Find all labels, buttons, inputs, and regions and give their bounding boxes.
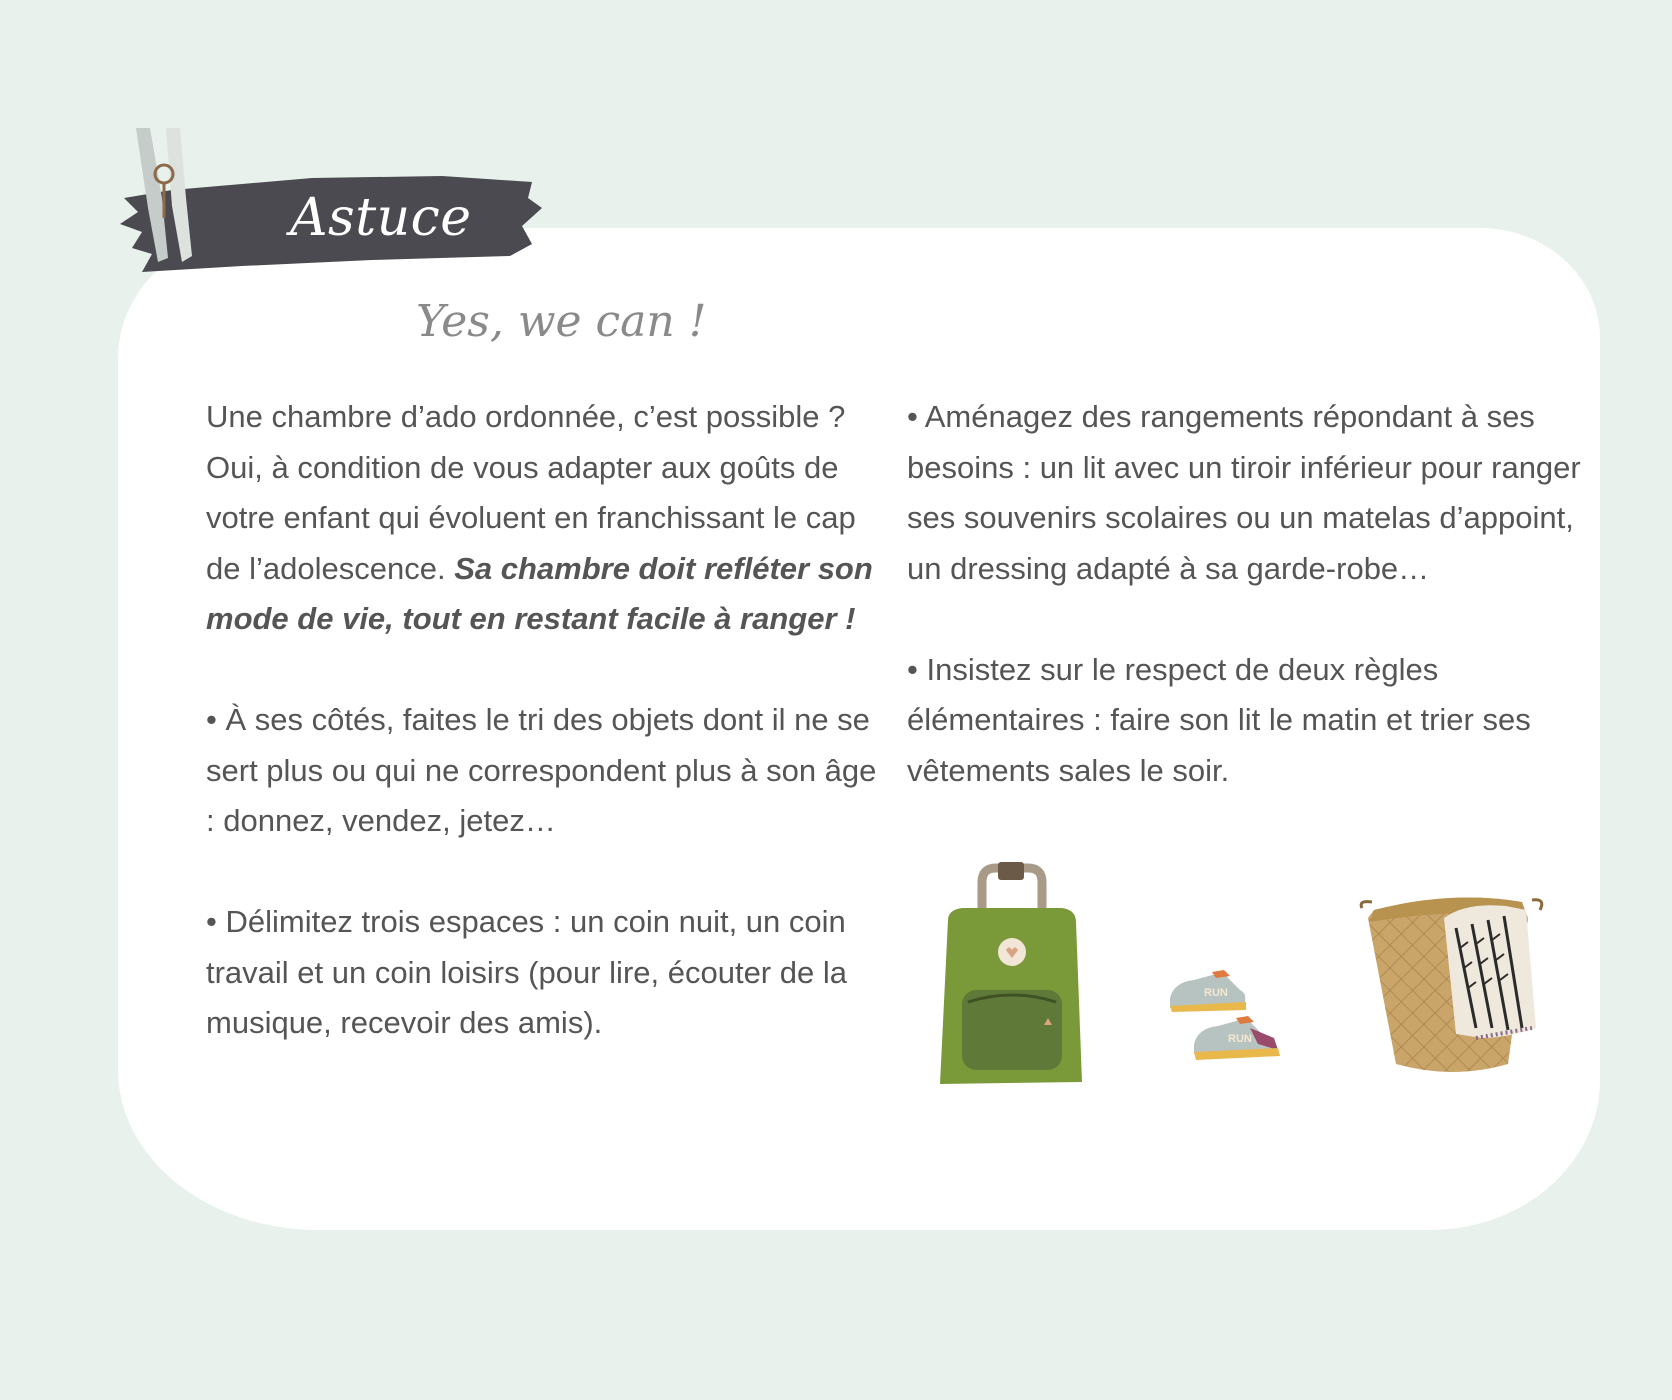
subtitle: Yes, we can ! — [416, 296, 707, 347]
backpack-icon — [932, 862, 1092, 1092]
banner-title: Astuce — [290, 188, 472, 248]
intro-emphasis: Sa chambre doit refléter son mode de vie, tout en restant facile à ranger ! — [206, 550, 873, 636]
bullet-sort-objects: • À ses côtés, faites le tri des objets dont il ne se sert plus ou qui ne correspondent plus à son âge : donnez, vendez, jetez… — [206, 702, 877, 838]
intro-paragraph — [206, 392, 886, 645]
sneaker-label-top: RUN — [1204, 987, 1228, 999]
bullet-rules: • Insistez sur le respect de deux règles élémentaires : faire son lit le matin et trier ses vêtements sales le soir. — [907, 651, 1531, 788]
bullet-storage: • Aménagez des rangements répondant à ses besoins : un lit avec un tiroir inférieur pour ranger ses souvenirs scolaires ou un matelas d’appoint, un dressing adapté à sa garde-robe… — [907, 399, 1581, 586]
intro-text: Une chambre d’ado ordonnée, c’est possible ? Oui, à condition de vous adapter aux goûts de votre enfant qui évoluent en franchissant le cap de l’adolescence. — [206, 399, 856, 586]
right-column — [907, 392, 1587, 796]
sneakers-icon — [1164, 968, 1304, 1068]
sneaker-label-bottom: RUN — [1228, 1033, 1252, 1045]
bullet-three-spaces: • Délimitez trois espaces : un coin nuit, un coin travail et un coin loisirs (pour lire, écouter de la musique, recevoir des amis). — [206, 904, 847, 1040]
laundry-basket-icon — [1356, 888, 1546, 1078]
left-column — [206, 392, 886, 1049]
clothespin-icon — [128, 128, 200, 264]
